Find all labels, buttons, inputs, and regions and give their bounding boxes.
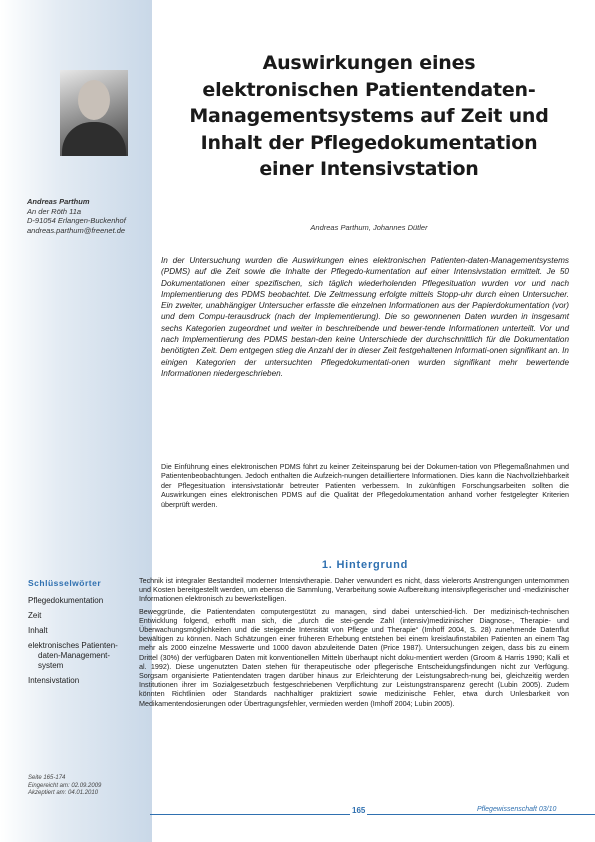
author-name: Andreas Parthum — [27, 197, 90, 206]
author-street: An der Röth 11a — [27, 206, 82, 216]
authors-line: Andreas Parthum, Johannes Dütler — [310, 223, 428, 232]
title-line: Inhalt der Pflegedokumentation — [200, 131, 538, 154]
journal-name: Pflegewissenschaft 03/10 — [477, 806, 557, 813]
title-line: elektronischen Patientendaten- — [202, 78, 536, 101]
keywords-box — [28, 578, 150, 691]
author-email[interactable]: andreas.parthum@freenet.de — [27, 225, 126, 235]
author-photo — [60, 70, 128, 156]
title-line: Auswirkungen eines — [262, 52, 476, 74]
keyword-item: daten-Management- — [38, 651, 111, 660]
keyword-item: Pflegedokumentation — [28, 596, 104, 605]
keyword-item: elektronisches Patienten- — [28, 641, 118, 650]
body-paragraph: Beweggründe, die Patientendaten computergestützt zu managen, sind dabei unterschied-lich. Der medizinisch-technischen Entwicklung folgend, erhofft man sich, die „durch die stei-gende Zahl (intensiv)medizinischer Diagnose-, Therapie- und Überwachungsmöglichkeiten und die steigende Intensität von Pflege und Therapie“ (Imhoff 2004, S. 28) zunehmende Datenflut bewältigen zu können. Nach Schätzungen einer früheren Erhebung entstehen bei einem kreislaufinstabilen Patienten an einem Tag mehr als 2000 einzelne Messwerte und 1000 davon abzuleitende Daten (Price 1987). Untersuchungen zeigen, dass bis zu einem Drittel (30%) der verfügbaren Daten mit konventionellen Mitteln überhaupt nicht doku-mentiert werden (Groom & Harris 1990; Kalli et al. 1992). Diese ungenutzten Daten stehen für therapeutische oder pflegerische Entscheidungsfindungen nicht zur Verfügung. Sorgsam organisierte Patientendaten tragen darüber hinaus zur Erleichterung der Leistungsabrech-nung bei, gleichzeitig werden Institutionen ihrer im Sozialgesetzbuch festgeschriebenen Verpflichtung zur Leistungstransparenz gerecht (Lubin 2005). Zudem könnten Richtlinien oder Standards nachhaltiger praktiziert sowie medizinische Fehler, etwa durch Unlesbarkeit von Medikamentendosierungen oder Übertragungsfehler, vermieden werden (Imhoff 2004; Lubin 2005). — [139, 606, 569, 708]
page-number: 165 — [352, 806, 366, 815]
article-meta — [28, 775, 101, 798]
keyword-item: system — [38, 661, 64, 670]
photo-head — [78, 80, 110, 120]
keyword-item: Intensivstation — [28, 676, 80, 685]
body-text — [139, 576, 569, 711]
footer-divider — [150, 814, 595, 815]
title-line: Managementsystems auf Zeit und — [189, 105, 549, 127]
received-date: Eingereicht am: 02.09.2009 — [28, 782, 102, 789]
author-contact — [27, 197, 126, 235]
section-heading: 1. Hintergrund — [321, 559, 409, 571]
accepted-date: Akzeptiert am: 04.01.2010 — [28, 790, 99, 796]
author-city: D-91054 Erlangen-Buckenhof — [27, 216, 126, 225]
page-range: Seite 165-174 — [28, 775, 66, 781]
abstract: In der Untersuchung wurden die Auswirkungen eines elektronischen Patienten-daten-Managementsystems (PDMS) auf die Zeit sowie die Inhalte der Pflegedo-kumentation auf einer Intensivstation ermittelt. Je 50 Dokumentationen einer spezifischen, sich täglich wiederholenden Pflegesituation wurden vor und nach Implementierung des PDMS beobachtet. Die Zeitmessung erfolgte mittels Stopp-uhr durch einen Untersucher. Ein zweiter, unabhängiger Untersucher erfasste die einzelnen Informationen aus der Papierdokumentation (vor) und dem Compu-terausdruck (nach der Implementierung). Die so gewonnenen Daten wurden in insgesamt sechs Kategorien zugeordnet und weiter in beschreibende und bewer-tende Informationen unterteilt. Vor und nach Implementierung des PDMS bestan-den keine Unterschiede der durchschnittlich für die Dokumentation benötigten Zeit. Dem entgegen stieg die Anzahl der in dieser Zeit festgehaltenen Informati-onen signifikant an. In einigen Kategorien der untersuchten Pflegedokumentati-onen wurden signifikant mehr bewertende Informationen niedergeschrieben. — [161, 256, 569, 378]
keyword-item: Zeit — [28, 611, 42, 620]
photo-shoulders — [62, 122, 126, 156]
keyword-item: Inhalt — [28, 626, 48, 635]
body-paragraph: Technik ist integraler Bestandteil moderner Intensivtherapie. Daher verwundert es nicht, dass vielerorts Anstrengungen unternommen und Kosten bereitgestellt werden, um ebenso die Sammlung, Verarbeitung sowie Aufbereitung intensivpflegerischer und -medizinischer Informationen elektronisch zu bewerkstelligen. — [139, 576, 569, 604]
article-title — [160, 50, 578, 183]
intro-summary: Die Einführung eines elektronischen PDMS führt zu keiner Zeiteinsparung bei der Dokumen-tation von Pflegemaßnahmen und Patientenbeobachtungen. Jedoch enthalten die Aufzeich-nungen detailliertere Informationen. Dies kann die Nachvollziehbarkeit der Pflegesituation intensivstationär betreuter Patienten verbessern. In zukünftigen Forschungsarbeiten sollten die Auswirkungen eines elektronischen PDMS auf die Qualität der Pflegedokumentation anhand vorher festgelegter Kriterien überprüft werden. — [161, 462, 569, 509]
keywords-title: Schlüsselwörter — [28, 578, 102, 588]
title-line: einer Intensivstation — [259, 158, 479, 180]
